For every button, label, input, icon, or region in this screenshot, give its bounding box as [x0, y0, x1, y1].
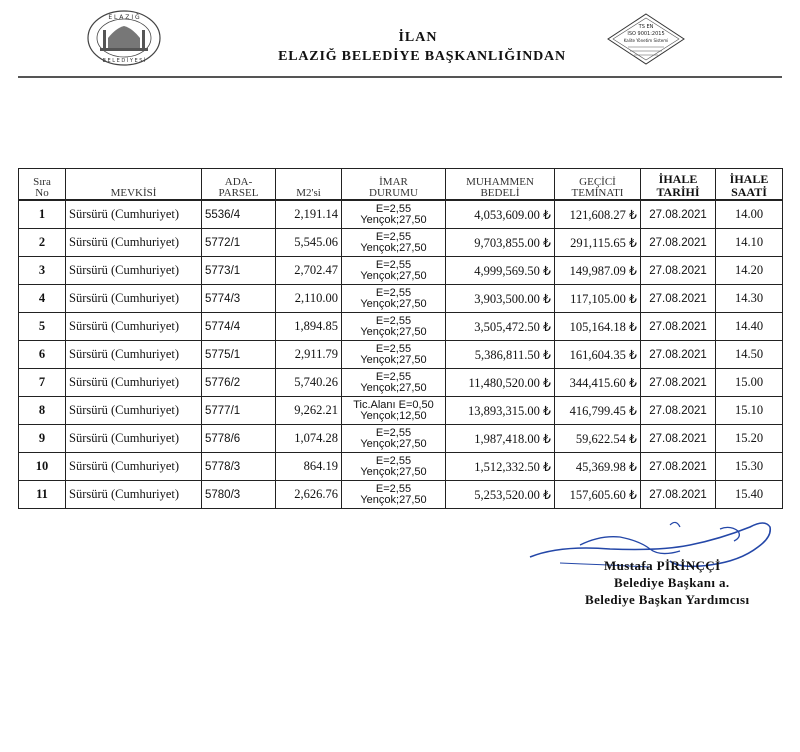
cell-mevki: Sürsürü (Cumhuriyet): [66, 229, 202, 257]
cell-ihale-tarihi: 27.08.2021: [641, 481, 716, 509]
cell-mevki: Sürsürü (Cumhuriyet): [66, 369, 202, 397]
cell-mevki: Sürsürü (Cumhuriyet): [66, 201, 202, 229]
cell-teminat: 105,164.18 ₺: [555, 313, 641, 341]
cell-ihale-tarihi: 27.08.2021: [641, 425, 716, 453]
cell-teminat: 149,987.09 ₺: [555, 257, 641, 285]
header-ihale-tarihi: İHALE TARİHİ: [641, 169, 716, 200]
cell-teminat: 291,115.65 ₺: [555, 229, 641, 257]
imar-line-2: Yençok;27,50: [360, 325, 427, 338]
cell-mevki: Sürsürü (Cumhuriyet): [66, 425, 202, 453]
cell-ihale-saati: 14.20: [716, 257, 783, 285]
cell-muhammen: 11,480,520.00 ₺: [446, 369, 555, 397]
signer-title-1: Belediye Başkanı a.: [614, 575, 730, 590]
row-number: 1: [19, 201, 66, 229]
cell-m2: 1,894.85: [276, 313, 342, 341]
cell-teminat: 117,105.00 ₺: [555, 285, 641, 313]
cell-ihale-tarihi: 27.08.2021: [641, 369, 716, 397]
cell-teminat: 161,604.35 ₺: [555, 341, 641, 369]
cell-m2: 864.19: [276, 453, 342, 481]
row-number: 3: [19, 257, 66, 285]
cell-ihale-saati: 14.00: [716, 201, 783, 229]
cell-ihale-saati: 15.10: [716, 397, 783, 425]
imar-line-2: Yençok;27,50: [360, 297, 427, 310]
cell-ada-parsel: 5777/1: [202, 397, 276, 425]
cell-ihale-saati: 15.30: [716, 453, 783, 481]
svg-text:ISO 9001:2015: ISO 9001:2015: [627, 31, 665, 37]
iso-certification-stamp: [606, 12, 686, 66]
cell-ada-parsel: 5772/1: [202, 229, 276, 257]
cell-ihale-tarihi: 27.08.2021: [641, 313, 716, 341]
table-row: [19, 285, 783, 313]
cell-imar: [342, 313, 446, 341]
imar-line-1: E=2,55: [375, 286, 412, 299]
header-sira-no: Sıra No: [19, 169, 66, 200]
row-number: 10: [19, 453, 66, 481]
cell-muhammen: 9,703,855.00 ₺: [446, 229, 555, 257]
cell-ihale-saati: 14.50: [716, 341, 783, 369]
cell-mevki: Sürsürü (Cumhuriyet): [66, 341, 202, 369]
cell-ada-parsel: 5536/4: [202, 201, 276, 229]
cell-ada-parsel: 5778/3: [202, 453, 276, 481]
header-divider: [18, 76, 782, 78]
imar-line-2: Yençok;27,50: [360, 269, 427, 282]
row-number: 11: [19, 481, 66, 509]
signer-title-2: Belediye Başkan Yardımcısı: [585, 592, 750, 607]
cell-m2: 5,740.26: [276, 369, 342, 397]
imar-line-2: Yençok;12,50: [360, 409, 427, 422]
cell-imar: [342, 285, 446, 313]
imar-line-1: E=2,55: [375, 258, 412, 271]
header-ihale-saati: İHALE SAATİ: [716, 169, 783, 200]
cell-teminat: 121,608.27 ₺: [555, 201, 641, 229]
cell-ada-parsel: 5774/4: [202, 313, 276, 341]
cell-imar: [342, 201, 446, 229]
cell-m2: 2,191.14: [276, 201, 342, 229]
imar-line-2: Yençok;27,50: [360, 437, 427, 450]
cell-ihale-saati: 14.40: [716, 313, 783, 341]
cell-m2: 1,074.28: [276, 425, 342, 453]
cell-muhammen: 3,903,500.00 ₺: [446, 285, 555, 313]
cell-m2: 5,545.06: [276, 229, 342, 257]
cell-ada-parsel: 5774/3: [202, 285, 276, 313]
table-row: [19, 425, 783, 453]
svg-text:B E L E D İ Y E S İ: B E L E D İ Y E S İ: [102, 58, 146, 64]
imar-line-1: E=2,55: [375, 454, 412, 467]
cell-mevki: Sürsürü (Cumhuriyet): [66, 397, 202, 425]
row-number: 4: [19, 285, 66, 313]
header-ada-parsel: ADA- PARSEL: [202, 169, 276, 200]
cell-ada-parsel: 5780/3: [202, 481, 276, 509]
cell-ihale-saati: 15.20: [716, 425, 783, 453]
table-row: [19, 369, 783, 397]
header-muhammen: MUHAMMEN BEDELİ: [446, 169, 555, 200]
imar-line-1: E=2,55: [375, 202, 412, 215]
imar-line-1: E=2,55: [375, 482, 412, 495]
signer-name: Mustafa PİRİNÇÇİ: [604, 558, 721, 573]
svg-text:TS EN: TS EN: [638, 24, 654, 30]
cell-ihale-saati: 15.00: [716, 369, 783, 397]
cell-imar: [342, 257, 446, 285]
row-number: 5: [19, 313, 66, 341]
imar-line-1: E=2,55: [375, 370, 412, 383]
cell-imar: [342, 425, 446, 453]
cell-ada-parsel: 5773/1: [202, 257, 276, 285]
table-row: [19, 453, 783, 481]
notice-title: İLAN: [398, 30, 438, 45]
cell-ihale-tarihi: 27.08.2021: [641, 341, 716, 369]
cell-imar: [342, 397, 446, 425]
svg-text:Kalite Yönetim Sistemi: Kalite Yönetim Sistemi: [623, 38, 669, 43]
imar-line-1: Tic.Alanı E=0,50: [353, 398, 434, 411]
cell-muhammen: 4,999,569.50 ₺: [446, 257, 555, 285]
table-row: [19, 257, 783, 285]
table-row: [19, 341, 783, 369]
cell-imar: [342, 481, 446, 509]
cell-mevki: Sürsürü (Cumhuriyet): [66, 257, 202, 285]
table-row: [19, 397, 783, 425]
cell-m2: 2,911.79: [276, 341, 342, 369]
cell-teminat: 59,622.54 ₺: [555, 425, 641, 453]
cell-ihale-tarihi: 27.08.2021: [641, 257, 716, 285]
cell-ihale-tarihi: 27.08.2021: [641, 285, 716, 313]
cell-ada-parsel: 5776/2: [202, 369, 276, 397]
cell-muhammen: 13,893,315.00 ₺: [446, 397, 555, 425]
row-number: 7: [19, 369, 66, 397]
imar-line-1: E=2,55: [375, 426, 412, 439]
cell-muhammen: 3,505,472.50 ₺: [446, 313, 555, 341]
cell-muhammen: 5,253,520.00 ₺: [446, 481, 555, 509]
cell-imar: [342, 369, 446, 397]
imar-line-1: E=2,55: [375, 230, 412, 243]
cell-mevki: Sürsürü (Cumhuriyet): [66, 481, 202, 509]
cell-ihale-tarihi: 27.08.2021: [641, 453, 716, 481]
table-row: [19, 201, 783, 229]
imar-line-2: Yençok;27,50: [360, 465, 427, 478]
cell-muhammen: 4,053,609.00 ₺: [446, 201, 555, 229]
cell-m2: 2,110.00: [276, 285, 342, 313]
cell-imar: [342, 341, 446, 369]
row-number: 9: [19, 425, 66, 453]
issuer-title: ELAZIĞ BELEDİYE BAŞKANLIĞINDAN: [278, 49, 566, 64]
header-gecici: GEÇİCİ TEMİNATI: [555, 169, 641, 200]
cell-imar: [342, 229, 446, 257]
imar-line-2: Yençok;27,50: [360, 493, 427, 506]
cell-teminat: 157,605.60 ₺: [555, 481, 641, 509]
header-imar: İMAR DURUMU: [342, 169, 446, 200]
cell-ihale-tarihi: 27.08.2021: [641, 201, 716, 229]
imar-line-2: Yençok;27,50: [360, 213, 427, 226]
cell-ihale-saati: 14.30: [716, 285, 783, 313]
imar-line-1: E=2,55: [375, 342, 412, 355]
imar-line-2: Yençok;27,50: [360, 381, 427, 394]
row-number: 2: [19, 229, 66, 257]
cell-imar: [342, 453, 446, 481]
header-mevkisi: MEVKİSİ: [66, 169, 202, 200]
cell-ihale-tarihi: 27.08.2021: [641, 229, 716, 257]
cell-teminat: 344,415.60 ₺: [555, 369, 641, 397]
cell-m2: 2,702.47: [276, 257, 342, 285]
svg-text:E L A Z I Ğ: E L A Z I Ğ: [108, 14, 140, 21]
cell-m2: 9,262.21: [276, 397, 342, 425]
cell-muhammen: 1,512,332.50 ₺: [446, 453, 555, 481]
imar-line-2: Yençok;27,50: [360, 353, 427, 366]
cell-ada-parsel: 5775/1: [202, 341, 276, 369]
cell-m2: 2,626.76: [276, 481, 342, 509]
cell-mevki: Sürsürü (Cumhuriyet): [66, 313, 202, 341]
cell-ada-parsel: 5778/6: [202, 425, 276, 453]
row-number: 6: [19, 341, 66, 369]
cell-mevki: Sürsürü (Cumhuriyet): [66, 453, 202, 481]
table-row: [19, 313, 783, 341]
cell-teminat: 45,369.98 ₺: [555, 453, 641, 481]
cell-ihale-saati: 15.40: [716, 481, 783, 509]
cell-mevki: Sürsürü (Cumhuriyet): [66, 285, 202, 313]
auction-table: [18, 168, 783, 509]
cell-muhammen: 1,987,418.00 ₺: [446, 425, 555, 453]
row-number: 8: [19, 397, 66, 425]
imar-line-1: E=2,55: [375, 314, 412, 327]
cell-ihale-saati: 14.10: [716, 229, 783, 257]
cell-ihale-tarihi: 27.08.2021: [641, 397, 716, 425]
table-header-row: [19, 169, 783, 200]
cell-teminat: 416,799.45 ₺: [555, 397, 641, 425]
table-row: [19, 229, 783, 257]
imar-line-2: Yençok;27,50: [360, 241, 427, 254]
header-m2: M2'si: [276, 169, 342, 200]
cell-muhammen: 5,386,811.50 ₺: [446, 341, 555, 369]
